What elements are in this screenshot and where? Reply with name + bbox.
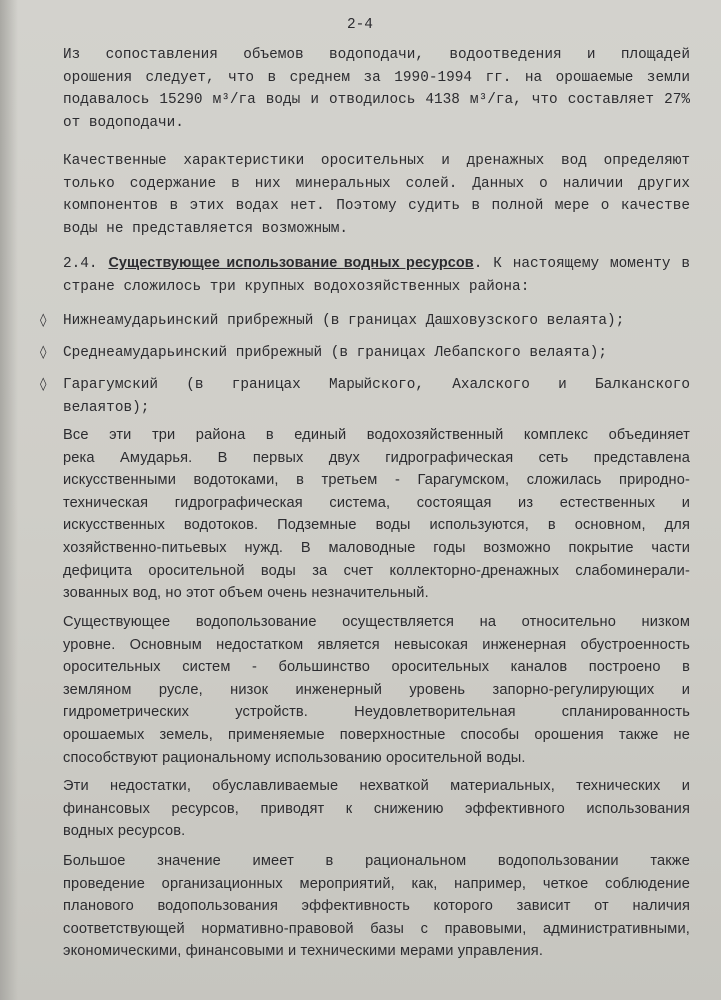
bullet-text: Среднеамударьинский прибрежный (в границах Лебапского велаята); — [63, 345, 608, 361]
paragraph-line: хозяйственно-питьевых нужд. В маловодные годы возможно покрытие части — [63, 539, 690, 556]
paragraph-line: Все эти три района в единый водохозяйственный комплекс объединяет — [63, 427, 690, 443]
paragraph-line: компонентов в этих водах нет. Поэтому судить в полной мере о качестве — [63, 198, 690, 215]
paragraph-line: дефицита оросительной воды за счет коллекторно-дренажных слабоминерали- — [63, 562, 690, 579]
paragraph-line: земляном русле, низок инженерный уровень запорно-регулирующих и — [63, 681, 690, 698]
paragraph-line: способствуют рациональному использованию оросительной воды. — [63, 749, 526, 766]
paragraph-line: Эти недостатки, обуславливаемые нехваткой материальных, технических и — [63, 778, 690, 794]
section-number: 2.4. — [63, 256, 98, 272]
paragraph-5 — [54, 775, 690, 843]
section-intro-text: . К настоящему моменту в — [473, 256, 690, 272]
paragraph-line: техническая гидрографическая система, состоящая из естественных и — [63, 494, 690, 511]
paragraph-line: зованных вод, но этот объем очень незначительный. — [63, 585, 429, 602]
paragraph-line: экономическими, финансовыми и техническими мерами управления. — [63, 943, 544, 960]
paragraph-1 — [54, 44, 690, 134]
paragraph-line: гидрометрических устройств. Неудовлетворительная спланированность — [63, 704, 690, 721]
paragraph-line: подавалось 15290 м³/га воды и отводилось 4138 м³/га, что составляет 27% — [63, 92, 690, 109]
page-edge-shadow — [0, 0, 18, 1000]
diamond-bullet-icon: ◊ — [40, 377, 47, 392]
page-number: 2-4 — [347, 17, 373, 33]
paragraph-line: река Амударья. В первых двух гидрографическая сеть представлена — [63, 449, 690, 466]
paragraph-3 — [54, 424, 690, 605]
paragraph-line: Большое значение имеет в рациональном водопользовании также — [63, 853, 690, 869]
paragraph-line: Качественные характеристики оросительных и дренажных вод определяют — [63, 153, 690, 169]
paragraph-line: орошаемых земель, применяемые поверхностные способы орошения также не — [63, 726, 690, 743]
bullet-text: велаятов); — [63, 399, 150, 416]
paragraph-line: соответствующей нормативно-правовой базы с правовыми, административными, — [63, 920, 690, 937]
paragraph-2 — [54, 150, 690, 240]
section-title: Существующее использование водных ресурсов — [108, 255, 474, 271]
paragraph-line: воды не представляется возможным. — [63, 220, 348, 237]
section-heading-line — [54, 252, 690, 276]
paragraph-line: орошения следует, что в среднем за 1990-1994 гг. на орошаемые земли — [63, 69, 690, 86]
paragraph-line: уровне. Основным недостатком является невысокая инженерная обустроенность — [63, 636, 690, 653]
bullet-text: Нижнеамударьинский прибрежный (в границах Дашховузского велаята); — [63, 313, 625, 329]
bullet-text: Гарагумский (в границах Марыйского, Ахалского и Балканского — [63, 377, 690, 393]
paragraph-line: планового водопользования эффективность которого зависит от наличия — [63, 898, 690, 915]
paragraph-line: от водоподачи. — [63, 114, 184, 131]
section-2-4 — [54, 252, 690, 298]
paragraph-line: финансовых ресурсов, приводят к снижению эффективного использования — [63, 800, 690, 817]
paragraph-line: проведение организационных мероприятий, как, например, четкое соблюдение — [63, 875, 690, 892]
paragraph-line: искусственных водотоков. Подземные воды используются, в основном, для — [63, 517, 690, 534]
paragraph-line: Существующее водопользование осуществляется на относительно низком — [63, 614, 690, 630]
paragraph-line: водных ресурсов. — [63, 823, 186, 840]
paragraph-4 — [54, 611, 690, 769]
section-intro-line: стране сложилось три крупных водохозяйственных района: — [63, 278, 530, 295]
diamond-bullet-icon: ◊ — [40, 313, 47, 328]
paragraph-line: искусственными водотоками, в третьем - Гарагумском, сложилась природно- — [63, 472, 690, 489]
paragraph-6 — [54, 850, 690, 963]
diamond-bullet-icon: ◊ — [40, 345, 47, 360]
paragraph-line: только содержание в них минеральных солей. Данных о наличии других — [63, 175, 690, 192]
paragraph-line: Из сопоставления объемов водоподачи, водоотведения и площадей — [63, 47, 690, 63]
paragraph-line: оросительных систем - большинство оросительных каналов построено в — [63, 659, 690, 676]
